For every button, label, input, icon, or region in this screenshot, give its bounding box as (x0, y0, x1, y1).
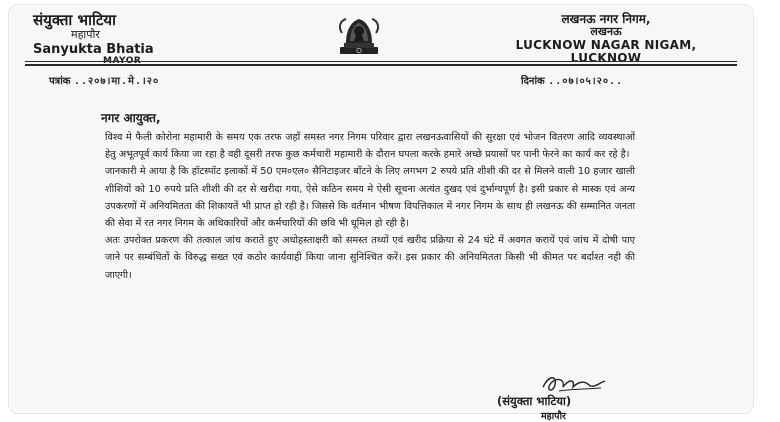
paragraph-3: अतः उपरोक्त प्रकरण की तत्काल जांच कराते हुए अधोहस्ताक्षरी को समस्त तथ्यों एवं खरीद प्रक्रिया से 24 घंटे में अवगत करायें एवं जांच में दोषी पाए जाने पर सम्बंधितों के विरुद्ध सख्त एवं कठोर कार्यवाही किया जाना सुनिश्चित करें। इस प्रकार की अनियमितता किसी भी कीमत पर बर्दाश्त नही की जाएगी। (105, 235, 635, 281)
signatory-title: महापौर (541, 411, 566, 422)
handwritten-signature-icon (539, 371, 609, 395)
paragraph-2: जानकारी मे आया है कि हॉटस्पॉट इलाकों में 50 एम०एल० सैनिटाइजर बाँटने के लिए लगभग 2 रुपये प्रति शीशी की दर से मिलने वाली 10 हजार खाली शीशियों को 10 रुपये प्रति शीशी की दर से खरीदा गया, ऐसे कठिन समय मे ऐसी सूचना अत्यंत दुखद एवं दुर्भाग्यपूर्ण है। इसी प्रकार से मास्क एवं अन्य उपकरणों में अनियमितता की शिकायतें भी प्राप्त हो रही है। जिससे कि वर्तमान भीषण विपत्तिकाल में नगर निगम के साथ ही लखनऊ की सम्मानित जनता की सेवा में रत नगर निगम के अधिकारियों और कर्मचारियों की छवि भी धूमिल हो रही है। (105, 166, 635, 230)
mayor-name-english: Sanyukta Bhatia (33, 42, 154, 58)
city-name-english: LUCKNOW (570, 50, 642, 65)
letter-body (105, 129, 635, 284)
mayor-title-hindi: महापौर (71, 27, 100, 41)
date-value: ..०७।०५।२०.. (548, 76, 624, 87)
state-emblem-icon (328, 11, 390, 57)
org-name-hindi: लखनऊ नगर निगम, (561, 12, 651, 26)
reference-number (49, 73, 159, 87)
paragraph-1: विश्व मे फैली कोरोना महामारी के समय एक तरफ जहाँ समस्त नगर निगम परिवार द्वारा लखनऊवासियों की सुरक्षा एवं भोजन वितरण आदि व्यवस्थाओं हेतु अभूतपूर्व कार्य किया जा रहा है वही दूसरी तरफ कुछ कर्मचारी महामारी के दौरान घपला करके हमारे अच्छे प्रयासों पर पानी फेरने का कार्य कर रहे है। (105, 132, 635, 161)
image-frame (8, 4, 754, 422)
city-name-hindi: लखनऊ (590, 24, 622, 38)
date-field (521, 73, 623, 87)
salutation: नगर आयुक्त, (101, 111, 161, 125)
reference-label: पत्रांक (49, 76, 71, 87)
signatory-name: (संयुक्ता भाटिया) (497, 394, 572, 408)
header-rule-thin (25, 61, 737, 62)
header-rule-thick (25, 64, 737, 66)
mayor-title-english: MAYOR (103, 55, 142, 66)
letterhead-left (33, 13, 154, 66)
date-label: दिनांक (521, 76, 545, 87)
mayor-name-hindi: संयुक्ता भाटिया (33, 11, 116, 29)
letter-sheet (11, 7, 751, 422)
letterhead-right (491, 13, 721, 64)
org-name-english: LUCKNOW NAGAR NIGAM, (515, 38, 697, 53)
reference-value: ..२०७।मा.मे.।२० (73, 76, 160, 87)
